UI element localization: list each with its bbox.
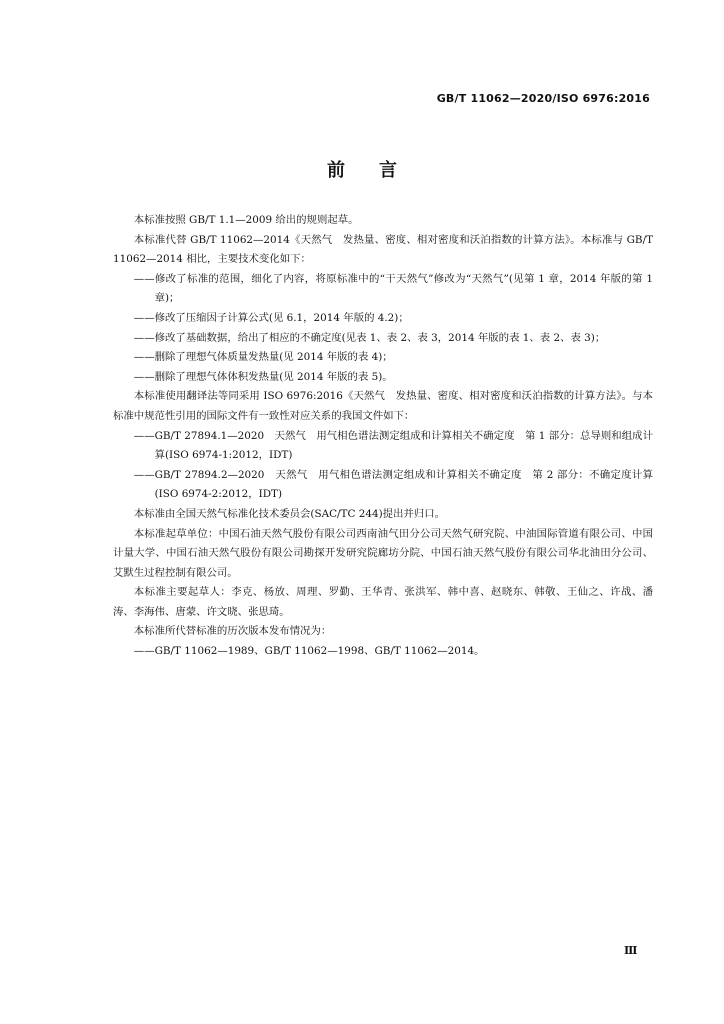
list-item <box>134 427 653 466</box>
list-item-text: 修改了压缩因子计算公式(见 6.1，2014 年版的 4.2)； <box>154 311 409 324</box>
paragraph: 本标准由全国天然气标准化技术委员会(SAC/TC 244)提出并归口。 <box>133 507 445 520</box>
dash-marker: —— <box>133 331 155 344</box>
list-item <box>134 466 653 505</box>
foreword-body <box>113 211 653 662</box>
dash-marker: —— <box>133 311 155 324</box>
list-item <box>134 348 653 368</box>
dash-marker: —— <box>133 370 155 383</box>
dash-marker: —— <box>133 429 155 442</box>
list-item <box>134 642 653 662</box>
list-item-text: 删除了理想气体质量发热量(见 2014 年版的表 4)； <box>154 351 393 364</box>
list-item <box>134 329 653 349</box>
paragraph: 本标准代替 GB/T 11062—2014《天然气 发热量、密度、相对密度和沃泊指数的计算方法》。本标准与 GB/T 11062—2014 相比，主要技术变化如下： <box>113 233 653 266</box>
list-item <box>134 270 653 309</box>
paragraph: 本标准主要起草人：李克、杨放、周理、罗勤、王华青、张洪军、韩中喜、赵晓东、韩敬、王仙之、许战、潘涛、李海伟、唐蒙、许文晓、张思琦。 <box>113 586 653 618</box>
paragraph: 本标准使用翻译法等同采用 ISO 6976:2016《天然气 发热量、密度、相对密度和沃泊指数的计算方法》。与本标准中规范性引用的国际文件有一致性对应关系的我国文件如下： <box>113 390 653 422</box>
list-item-text: GB/T 27894.2—2020 天然气 用气相色谱法测定组成和计算相关不确定度 第 2 部分：不确定度计算(ISO 6974-2:2012，IDT) <box>154 468 653 501</box>
list-item-text: GB/T 27894.1—2020 天然气 用气相色谱法测定组成和计算相关不确定度 第 1 部分：总导则和组成计算(ISO 6974-1:2012，IDT) <box>154 429 653 462</box>
paragraph: 本标准按照 GB/T 1.1—2009 给出的规则起草。 <box>133 214 359 226</box>
dash-marker: —— <box>133 272 155 285</box>
list-item-text: 修改了标准的范围，细化了内容，将原标准中的“干天然气”修改为“天然气”(见第 1 章，2014 年版的第 1 章)； <box>154 272 653 305</box>
list-item <box>134 368 653 388</box>
list-item-text: 修改了基础数据，给出了相应的不确定度(见表 1、表 2、表 3，2014 年版的表 1、表 2、表 3)； <box>154 331 606 344</box>
dash-marker: —— <box>133 468 155 481</box>
standard-number-header: GB/T 11062—2020/ISO 6976:2016 <box>436 92 650 105</box>
list-item <box>134 309 653 329</box>
section-title: 前言 <box>327 160 431 181</box>
list-item-text: GB/T 11062—1989、GB/T 11062—1998、GB/T 11062—2014。 <box>154 645 485 658</box>
paragraph: 本标准所代替标准的历次版本发布情况为： <box>133 625 332 638</box>
dash-marker: —— <box>133 351 155 364</box>
dash-marker: —— <box>133 645 155 658</box>
list-item-text: 删除了理想气体体积发热量(见 2014 年版的表 5)。 <box>154 370 393 383</box>
page-number: Ⅲ <box>624 944 637 957</box>
paragraph: 本标准起草单位：中国石油天然气股份有限公司西南油气田分公司天然气研究院、中油国际管道有限公司、中国计量大学、中国石油天然气股份有限公司勘探开发研究院廊坊分院、中国石油天然气股份有限公司华北油田分公司、艾默生过程控制有限公司。 <box>113 527 653 579</box>
